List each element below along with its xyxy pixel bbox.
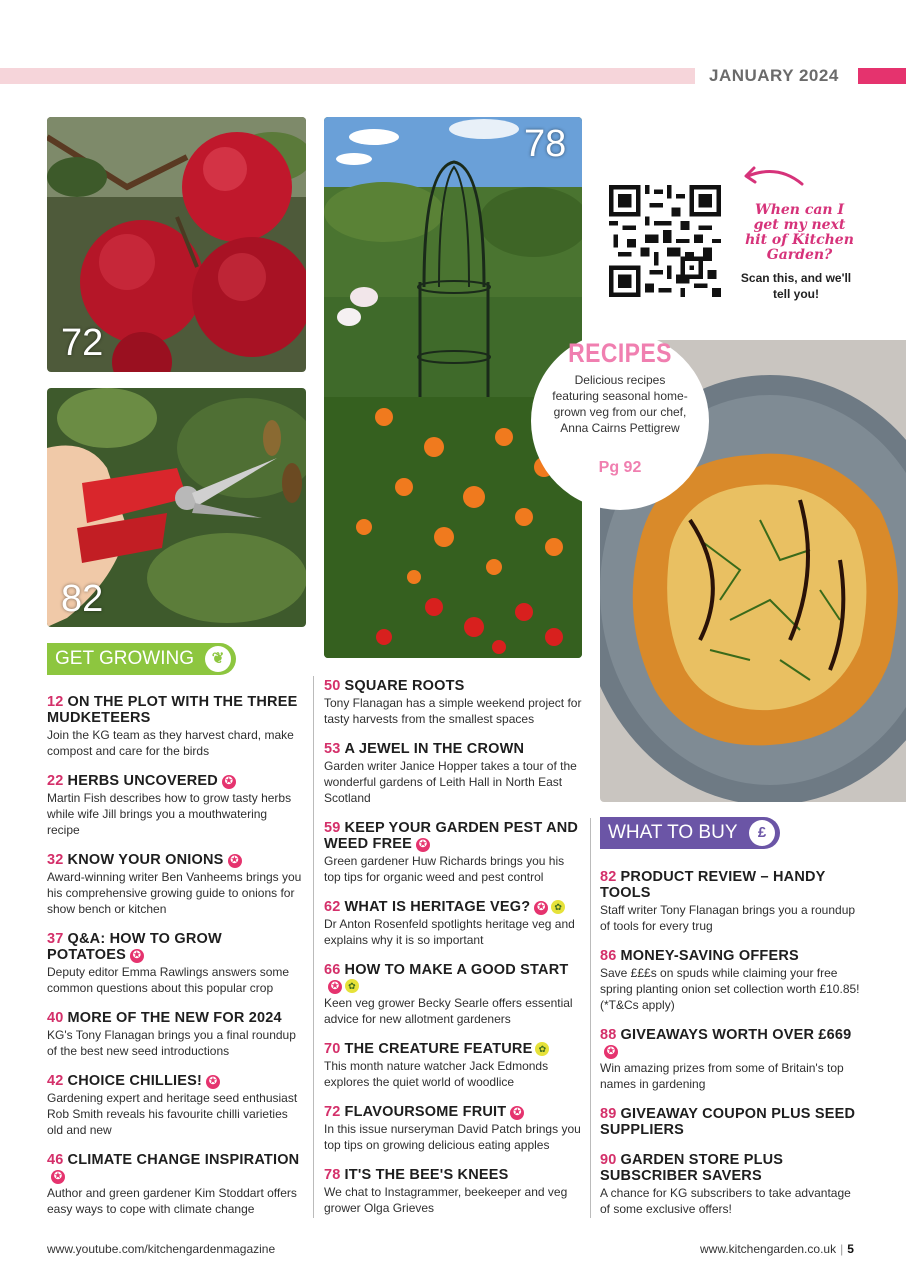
entry-title: GARDEN STORE PLUS SUBSCRIBER SAVERS xyxy=(600,1152,784,1184)
entry-description: KG's Tony Flanagan brings you a final roundup of the best new seed introductions xyxy=(47,1028,296,1058)
entry-page: 88 xyxy=(600,1027,617,1043)
recipes-promo[interactable] xyxy=(531,332,709,510)
entry-title: SQUARE ROOTS xyxy=(344,678,465,694)
toc-entry[interactable] xyxy=(600,1106,862,1138)
photo-page-number: 72 xyxy=(61,322,104,364)
entry-page: 22 xyxy=(47,773,64,789)
entry-title: GIVEAWAY COUPON PLUS SEED SUPPLIERS xyxy=(600,1106,856,1138)
toc-entry[interactable] xyxy=(600,869,862,934)
recipes-page: Pg 92 xyxy=(598,459,642,476)
star-badge-icon: ✪ xyxy=(222,775,236,789)
curved-arrow-icon xyxy=(738,162,806,194)
section-get-growing xyxy=(47,643,236,675)
entry-title: HERBS UNCOVERED xyxy=(67,773,218,789)
entry-description: We chat to Instagrammer, beekeeper and veg grower Olga Grieves xyxy=(324,1185,568,1215)
header-band xyxy=(0,68,695,84)
entry-page: 12 xyxy=(47,694,64,710)
entry-description: Martin Fish describes how to grow tasty herbs while wife Jill brings you a mouthwatering recipe xyxy=(47,791,292,837)
qr-question: When can I get my next hit of Kitchen Garden? xyxy=(745,202,854,263)
entry-description: A chance for KG subscribers to take advantage of some exclusive offers! xyxy=(600,1186,851,1216)
entry-title: MORE OF THE NEW FOR 2024 xyxy=(67,1010,282,1026)
entry-title: WHAT IS HERITAGE VEG? xyxy=(344,899,531,915)
entry-title: HOW TO MAKE A GOOD START xyxy=(344,962,569,978)
entry-title: Q&A: HOW TO GROW POTATOES xyxy=(47,931,222,963)
veg-badge-icon: ✿ xyxy=(535,1042,549,1056)
toc-entry[interactable] xyxy=(324,1104,584,1153)
star-badge-icon: ✪ xyxy=(130,949,144,963)
toc-entry[interactable] xyxy=(600,1152,862,1217)
column-divider xyxy=(590,818,591,1218)
footer-right xyxy=(700,1242,854,1256)
toc-entry[interactable] xyxy=(324,962,584,1027)
section-label: GET GROWING xyxy=(55,648,194,669)
entry-page: 89 xyxy=(600,1106,617,1122)
entry-description: Author and green gardener Kim Stoddart offers easy ways to cope with climate change xyxy=(47,1186,297,1216)
entry-description: Tony Flanagan has a simple weekend project for tasty harvests from the smallest spaces xyxy=(324,696,582,726)
toc-column-features xyxy=(324,678,584,1230)
toc-column-get-growing xyxy=(47,694,302,1231)
entry-page: 50 xyxy=(324,678,341,694)
entry-title: ON THE PLOT WITH THE THREE MUDKETEERS xyxy=(47,694,298,726)
entry-description: Dr Anton Rosenfeld spotlights heritage veg and explains why it is so important xyxy=(324,917,575,947)
toc-entry[interactable] xyxy=(324,741,584,806)
entry-title: IT'S THE BEE'S KNEES xyxy=(344,1167,509,1183)
leaf-icon: ❦ xyxy=(205,646,231,672)
toc-entry[interactable] xyxy=(47,1152,302,1217)
entry-title: KNOW YOUR ONIONS xyxy=(67,852,224,868)
entry-page: 53 xyxy=(324,741,341,757)
toc-entry[interactable] xyxy=(324,1041,584,1090)
toc-entry[interactable] xyxy=(47,931,302,996)
entry-description: In this issue nurseryman David Patch brings you top tips on growing delicious eating apples xyxy=(324,1122,581,1152)
entry-description: Garden writer Janice Hopper takes a tour of the wonderful gardens of Leith Hall in North East Scotland xyxy=(324,759,577,805)
column-divider xyxy=(313,676,314,1218)
toc-entry[interactable] xyxy=(600,948,862,1013)
toc-entry[interactable] xyxy=(47,773,302,838)
entry-page: 72 xyxy=(324,1104,341,1120)
toc-entry[interactable] xyxy=(47,1073,302,1138)
photo-page-number: 82 xyxy=(61,578,104,620)
header-accent xyxy=(858,68,906,84)
entry-description: Win amazing prizes from some of Britain's top names in gardening xyxy=(600,1061,844,1091)
entry-description: Keen veg grower Becky Searle offers essential advice for new allotment gardeners xyxy=(324,996,573,1026)
entry-description: Gardening expert and heritage seed enthusiast Rob Smith reveals his favourite chilli varieties old and new xyxy=(47,1091,298,1137)
recipes-description: Delicious recipes featuring seasonal home-grown veg from our chef, Anna Cairns Pettigrew xyxy=(552,373,688,435)
toc-entry[interactable] xyxy=(47,694,302,759)
entry-title: MONEY-SAVING OFFERS xyxy=(620,948,799,964)
qr-answer: Scan this, and we'll tell you! xyxy=(740,271,852,301)
entry-description: Save £££s on spuds while claiming your free spring planting onion set collection worth £10.85! (*T&Cs apply) xyxy=(600,966,860,1012)
entry-page: 90 xyxy=(600,1152,617,1168)
entry-description: Join the KG team as they harvest chard, make compost and care for the birds xyxy=(47,728,294,758)
pruning-photo[interactable] xyxy=(47,388,306,627)
entry-title: THE CREATURE FEATURE xyxy=(344,1041,533,1057)
section-what-to-buy xyxy=(600,817,780,849)
page-number: 5 xyxy=(847,1242,854,1256)
star-badge-icon: ✪ xyxy=(604,1045,618,1059)
star-badge-icon: ✪ xyxy=(328,980,342,994)
footer-youtube-link[interactable]: www.youtube.com/kitchengardenmagazine xyxy=(47,1242,276,1256)
footer-separator: | xyxy=(840,1242,844,1256)
entry-description: Deputy editor Emma Rawlings answers some common questions about this popular crop xyxy=(47,965,290,995)
entry-title: KEEP YOUR GARDEN PEST AND WEED FREE xyxy=(324,820,579,852)
toc-column-what-to-buy xyxy=(600,869,862,1231)
entry-page: 46 xyxy=(47,1152,64,1168)
star-badge-icon: ✪ xyxy=(534,901,548,915)
entry-title: FLAVOURSOME FRUIT xyxy=(344,1104,507,1120)
entry-page: 78 xyxy=(324,1167,341,1183)
toc-entry[interactable] xyxy=(324,820,584,885)
veg-badge-icon: ✿ xyxy=(345,979,359,993)
star-badge-icon: ✪ xyxy=(510,1106,524,1120)
entry-page: 40 xyxy=(47,1010,64,1026)
entry-description: Award-winning writer Ben Vanheems brings you his comprehensive growing guide to onions for show bench or kitchen xyxy=(47,870,302,916)
entry-description: Staff writer Tony Flanagan brings you a roundup of tools for every trug xyxy=(600,903,856,933)
entry-page: 37 xyxy=(47,931,64,947)
star-badge-icon: ✪ xyxy=(206,1075,220,1089)
qr-code[interactable] xyxy=(609,185,721,297)
toc-entry[interactable] xyxy=(47,852,302,917)
entry-page: 70 xyxy=(324,1041,341,1057)
photo-page-number: 78 xyxy=(524,123,567,165)
star-badge-icon: ✪ xyxy=(416,838,430,852)
toc-entry[interactable] xyxy=(324,678,584,727)
entry-description: Green gardener Huw Richards brings you his top tips for organic weed and pest control xyxy=(324,854,565,884)
entry-title: CLIMATE CHANGE INSPIRATION xyxy=(67,1152,300,1168)
entry-title: A JEWEL IN THE CROWN xyxy=(344,741,525,757)
toc-entry[interactable] xyxy=(324,1167,584,1216)
toc-entry[interactable] xyxy=(600,1027,862,1092)
entry-page: 42 xyxy=(47,1073,64,1089)
apples-photo[interactable] xyxy=(47,117,306,372)
entry-page: 82 xyxy=(600,869,617,885)
section-label: WHAT TO BUY xyxy=(608,822,738,843)
recipes-title: RECIPES xyxy=(568,338,672,368)
entry-page: 32 xyxy=(47,852,64,868)
veg-badge-icon: ✿ xyxy=(551,900,565,914)
entry-page: 66 xyxy=(324,962,341,978)
pound-icon: £ xyxy=(749,820,775,846)
entry-title: CHOICE CHILLIES! xyxy=(67,1073,203,1089)
footer-website-link[interactable]: www.kitchengarden.co.uk xyxy=(700,1242,837,1256)
entry-page: 59 xyxy=(324,820,341,836)
star-badge-icon: ✪ xyxy=(51,1170,65,1184)
entry-page: 62 xyxy=(324,899,341,915)
star-badge-icon: ✪ xyxy=(228,854,242,868)
issue-date: JANUARY 2024 xyxy=(709,66,839,85)
entry-title: GIVEAWAYS WORTH OVER £669 xyxy=(620,1027,852,1043)
toc-entry[interactable] xyxy=(47,1010,302,1059)
entry-page: 86 xyxy=(600,948,617,964)
toc-entry[interactable] xyxy=(324,899,584,948)
entry-description: This month nature watcher Jack Edmonds explores the quiet world of woodlice xyxy=(324,1059,549,1089)
entry-title: PRODUCT REVIEW – HANDY TOOLS xyxy=(600,869,826,901)
